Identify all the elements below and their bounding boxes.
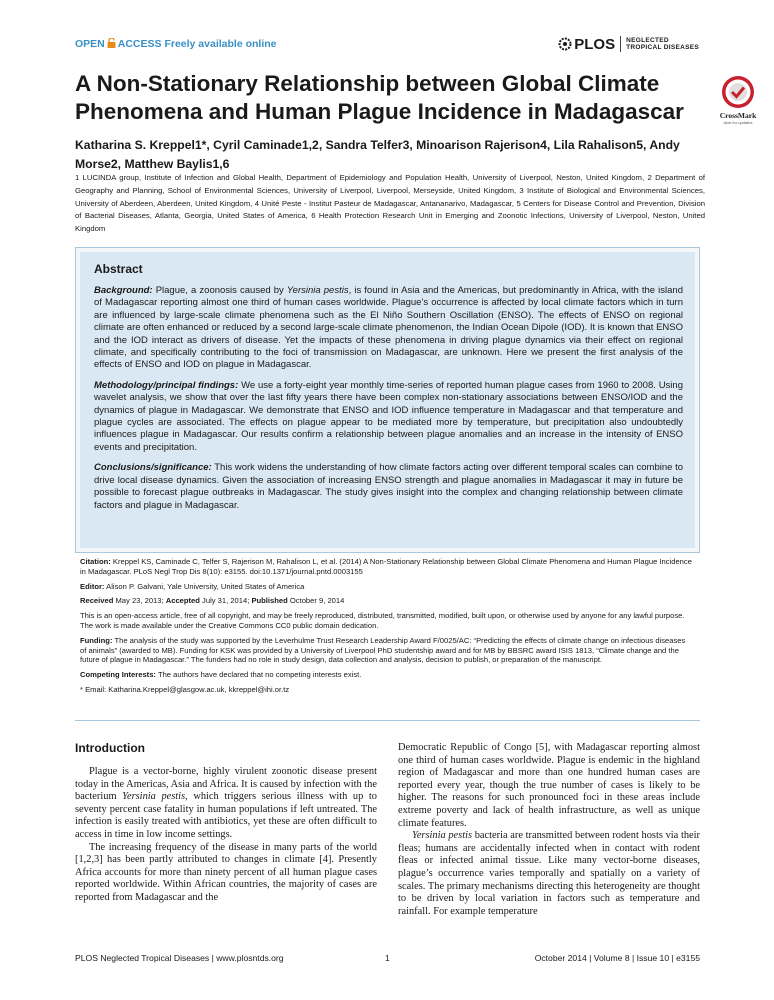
- page-header: [75, 34, 699, 54]
- background-species: Yersinia pestis: [286, 285, 349, 296]
- abstract-methods: [94, 380, 683, 454]
- article-title: A Non-Stationary Relationship between Global Climate Phenomena and Human Plague Incidence in Madagascar: [75, 71, 684, 124]
- author-list: Katharina S. Kreppel1*, Cyril Caminade1,2, Sandra Telfer3, Minoarison Rajerison4, Lila Rahalison5, Andy Morse2, Matthew Baylis1,6: [75, 138, 680, 171]
- intro-paragraph-3: Democratic Republic of Congo [5], with Madagascar reporting almost one third of human cases worldwide. Plague is endemic in the highland region of Madagascar and more than one hundred human cases are reported every year, though the true number of cases is likely to be higher. The reasons for such pronounced foci in these areas include extreme poverty and lack of health infrastructure, as well as unique climate features.: [398, 742, 700, 829]
- publisher-name: PLOS: [574, 35, 616, 53]
- crossmark-badge[interactable]: [713, 75, 763, 125]
- received-label: Received: [80, 596, 114, 606]
- background-text-post: , is found in Asia and the Americas, but predominantly in Africa, with the island of Madagascar reporting almost one third of human cases worldwide. Plague’s occurrence is affected by local climate factors which in turn are influenced by large-scale climate phenomena such as the El Niño Southern Oscillation (ENSO). The effects of ENSO on regional climate are often enhanced or reduced by a second large-scale climate phenomenon, the Indian Ocean Dipole (IOD). It is known that ENSO and the IOD interact as drivers of disease. Yet the impacts of these phenomena in driving plague dynamics via their effect on regional climate, and specifically contributing to the foci of transmission on Madagascar, are unknown. Here we present the first analysis of the effects of ENSO and IOD on plague in Madagascar.: [94, 285, 683, 371]
- intro-paragraph-4: [398, 830, 700, 918]
- availability-label: Freely available online: [164, 38, 277, 50]
- citation-label: Citation:: [80, 557, 111, 566]
- access-label: ACCESS: [117, 38, 162, 50]
- abstract-background: [94, 285, 683, 372]
- introduction-heading: Introduction: [75, 741, 145, 755]
- footer-issue: October 2014 | Volume 8 | Issue 10 | e3155: [534, 953, 700, 963]
- competing-label: Competing Interests:: [80, 670, 156, 680]
- intro-paragraph-1: [75, 766, 377, 842]
- footer-page-number: 1: [385, 953, 390, 963]
- editor-label: Editor:: [80, 581, 105, 591]
- background-text-pre: Plague, a zoonosis caused by: [155, 285, 287, 296]
- accepted-date: July 31, 2014;: [202, 596, 250, 606]
- accepted-label: Accepted: [165, 596, 200, 606]
- abstract-conclusions: [94, 462, 683, 512]
- intro-p1-text: Plague is a vector-borne, highly virulent zoonotic disease present today in the Americas, Asia and Africa. It is caused by infection with the bacterium: [75, 766, 377, 803]
- crossmark-label: CrossMark: [719, 111, 757, 120]
- journal-brand: [558, 34, 699, 54]
- crossmark-icon: [713, 75, 763, 111]
- intro-paragraph-2: The increasing frequency of the disease in many parts of the world [1,2,3] has been partly attributed to changes in climate [4]. Presently Africa accounts for more than ninety percent of all human plague cases reported worldwide. Within African countries, the majority of cases are reported from Madagascar and the: [75, 841, 377, 903]
- article-metadata: [80, 557, 692, 700]
- received-date: May 23, 2013;: [115, 596, 164, 606]
- brand-divider: [620, 36, 621, 52]
- open-lock-icon: [107, 38, 116, 48]
- intro-p4-text: bacteria are transmitted between rodent hosts via their fleas; humans are accidentally infected when in contact with rodent fleas or infected animal tissue. Like many vector-borne diseases, plague’s occurrence varies temporally and spatially on a variety of scales. The primary mechanisms directing this heterogeneity are thought to be driven by local variation in factors such as temperature and rainfall. For example temperature: [398, 830, 700, 917]
- intro-p1-text-post: , which triggers serious illness with up to seventy percent case fatality in human populations if left untreated. The infection is easily treated with antibiotics, yet these are often difficult to access in time in low income settings.: [75, 791, 378, 840]
- editor: [80, 582, 692, 592]
- conclusions-label: Conclusions/significance:: [94, 462, 212, 474]
- body-column-right: [398, 742, 700, 918]
- intro-p4-species: Yersinia pestis: [412, 830, 473, 842]
- page-footer: [75, 953, 700, 967]
- footer-journal: PLOS Neglected Tropical Diseases | www.plosntds.org: [75, 953, 284, 963]
- plos-logo: [558, 36, 615, 53]
- funding-text: The analysis of the study was supported by the Leverhulme Trust Research Leadership Award F/0025/AC: “Predicting the effects of climate change on infectious diseases of animals” (awarded to MB). Funding for KSK was provided by a University of Liverpool PhD studentship award and for MB by BBSRC award ISIS 1813, “Climate change and the future of plague in Madagascar.” The funders had no role in study design, data collection and analysis, decision to publish, or preparation of the manuscript.: [80, 635, 686, 665]
- metadata-divider: [75, 720, 700, 721]
- citation: [80, 557, 692, 577]
- funding-label: Funding:: [80, 635, 113, 645]
- journal-line-2: TROPICAL DISEASES: [626, 44, 699, 51]
- editor-text: Alison P. Galvani, Yale University, United States of America: [106, 581, 305, 591]
- abstract-heading: Abstract: [94, 262, 143, 276]
- plos-mark-icon: [558, 37, 572, 51]
- abstract-box: [75, 247, 700, 553]
- funding: [80, 636, 692, 665]
- conclusions-text: This work widens the understanding of how climate factors acting over different temporal scales can combine to drive local disease dynamics. Given the association of increasing ENSO strength and plague anomalies in Madagascar it may in future be possible to forecast plague outbreaks in Madagascar. The study gives insight into the complex and changing relationship between climate factors and plague in Madagascar.: [94, 462, 684, 511]
- abstract-inner: [80, 252, 695, 548]
- intro-p1-species: Yersinia pestis: [122, 791, 186, 803]
- open-label: OPEN: [75, 38, 105, 50]
- body-column-left: [75, 741, 377, 905]
- dates: [80, 596, 692, 606]
- crossmark-sublabel: click for updates: [723, 120, 753, 125]
- journal-line-1: NEGLECTED: [626, 36, 669, 44]
- published-date: October 9, 2014: [289, 596, 345, 606]
- open-access-banner: [75, 38, 277, 50]
- citation-text: Kreppel KS, Caminade C, Telfer S, Rajerison M, Rahalison L, et al. (2014) A Non-Stationary Relationship between Global Climate Phenomena and Human Plague Incidence in Madagascar. PLoS Negl Trop Dis 8(10): e3155. doi:10.1371/journal.pntd.0003155: [80, 557, 692, 576]
- published-label: Published: [251, 596, 288, 606]
- corresponding-email: * Email: Katharina.Kreppel@glasgow.ac.uk, kkreppel@ihi.or.tz: [80, 684, 290, 694]
- journal-name: [626, 37, 699, 52]
- methods-text: We use a forty-eight year monthly time-series of reported human plague cases from 1960 to 2008. Using wavelet analysis, we show that over the last fifty years there have been complex non-stationary associations between ENSO/IOD and the dynamics of plague in Madagascar. We demonstrate that ENSO and IOD influence temperature in Madagascar and that temperature and plague cycles are associated. The effects on plague appear to be mediated more by temperature, but precipitation also undoubtedly influences plague in Madagascar. Our results confirm a relationship between plague anomalies and an increase in the intensity of ENSO events and precipitation.: [94, 379, 683, 453]
- affiliations: 1 LUCINDA group, Institute of Infection and Global Health, Department of Epidemiology and Population Health, University of Liverpool, Neston, United Kingdom, 2 Department of Geography and Planning, School of Environmental Sciences, University of Liverpool, Liverpool, Merseyside, United Kingdom, 3 Institute of Biological and Environmental Sciences, University of Aberdeen, Aberdeen, United Kingdom, 4 Unité Peste - Institut Pasteur de Madagascar, Antananarivo, Madagascar, 5 Centers for Disease Control and Prevention, Division of Bacterial Diseases, Atlanta, Georgia, United States of America, 6 Health Protection Research Unit in Emerging and Zoonotic Infections, University of Liverpool, Neston, United Kingdom: [75, 173, 705, 234]
- competing-text: The authors have declared that no competing interests exist.: [157, 670, 362, 680]
- license: This is an open-access article, free of all copyright, and may be freely reproduced, distributed, transmitted, modified, built upon, or otherwise used by anyone for any lawful purpose. The work is made available under the Creative Commons CC0 public domain dedication.: [80, 611, 685, 630]
- background-label: Background:: [94, 285, 153, 296]
- methods-label: Methodology/principal findings:: [94, 379, 239, 391]
- competing-interests: [80, 670, 692, 680]
